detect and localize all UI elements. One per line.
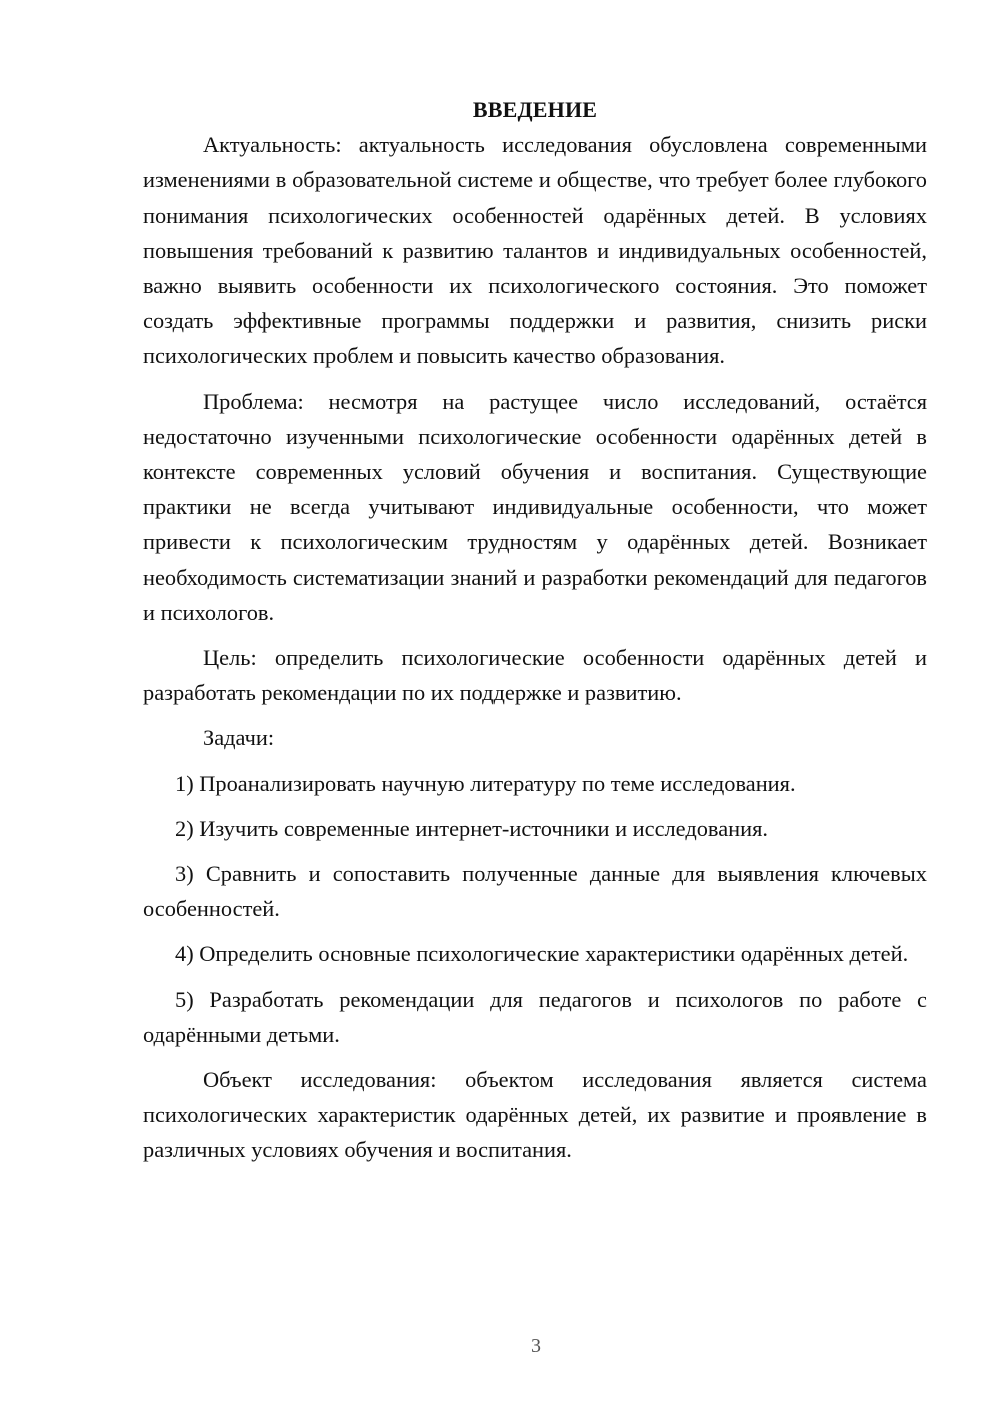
task-item-1: 1) Проанализировать научную литературу по теме исследования.	[175, 770, 796, 796]
task-item-3: 3) Сравнить и сопоставить полученные данные для выявления ключевых особенностей.	[143, 861, 927, 922]
page-number: 3	[531, 1335, 541, 1357]
page-footer	[0, 1334, 1000, 1358]
goal-paragraph: Цель: определить психологические особенности одарённых детей и разработать рекомендации по их поддержке и развитию.	[143, 645, 927, 706]
task-item-2: 2) Изучить современные интернет-источники и исследования.	[175, 815, 768, 841]
tasks-heading: Задачи:	[203, 725, 275, 751]
research-object-paragraph: Объект исследования: объектом исследования является система психологических характеристик одарённых детей, их развитие и проявление в различных условиях обучения и воспитания.	[143, 1067, 927, 1163]
document-body	[143, 92, 927, 1168]
task-item-5: 5) Разработать рекомендации для педагогов и психологов по работе с одарёнными детьми.	[143, 986, 927, 1047]
relevance-paragraph: Актуальность: актуальность исследования обусловлена современными изменениями в образовательной системе и обществе, что требует более глубокого понимания психологических особенностей одарённых детей. В условиях повышения требований к развитию талантов и индивидуальных особенностей, важно выявить особенности их психологического состояния. Это поможет создать эффективные программы поддержки и развития, снизить риски психологических проблем и повысить качество образования.	[143, 132, 927, 369]
page-title: ВВЕДЕНИЕ	[472, 97, 598, 122]
problem-paragraph: Проблема: несмотря на растущее число исследований, остаётся недостаточно изученными психологические особенности одарённых детей в контексте современных условий обучения и воспитания. Существующие практики не всегда учитывают индивидуальные особенности, что может привести к психологическим трудностям у одарённых детей. Возникает необходимость систематизации знаний и разработки рекомендаций для педагогов и психологов.	[143, 388, 927, 625]
task-item-4: 4) Определить основные психологические характеристики одарённых детей.	[175, 941, 909, 967]
